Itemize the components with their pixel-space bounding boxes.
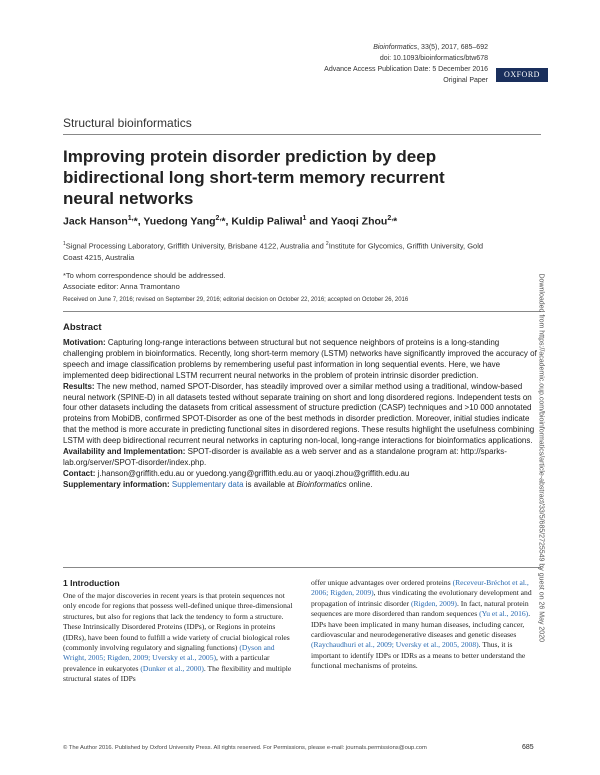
oxford-logo: OXFORD xyxy=(496,68,548,82)
divider xyxy=(63,567,541,568)
received-dates: Received on June 7, 2016; revised on September 29, 2016; editorial decision on October 22, 2016; accepted on October 26, 2016 xyxy=(63,297,409,303)
paper-type: Original Paper xyxy=(443,77,488,84)
doi[interactable]: doi: 10.1093/bioinformatics/btw678 xyxy=(379,55,488,62)
advance-access-date: Advance Access Publication Date: 5 December 2016 xyxy=(324,66,488,73)
citation-link[interactable]: (Dyson and Wright, 2005; Rigden, 2009; Uversky et al., 2005) xyxy=(63,643,275,663)
page-number: 685 xyxy=(522,744,534,751)
intro-column-right: offer unique advantages over ordered proteins (Receveur-Bréchot et al., 2006; Rigden, 2009), thus vindicating the evolutionary development and propagation of intrinsic disorder (Rigden, 2009). In fact, natural protein sequences are more disordered than random sequences (Yu et al., 2016). IDPs have been implicated in many human diseases, including cancer, cardiovascular and neurodegenerative diseases and genetic diseases (Raychaudhuri et al., 2009; Uversky et al., 2005, 2008). Thus, it is important to identify IDPs or IDRs as a means to better understand the functional mechanisms of proteins. xyxy=(311,578,532,671)
intro-column-left: One of the major discoveries in recent years is that protein sequences not only encode for regions that possess well-defined unique three-dimensional structures, but also for regions that lack the tendency to form a structure. These Intrinsically Disordered Proteins (IDPs), or Regions in proteins (IDRs), have been found to fulfill a wide variety of crucial biological roles (commonly involving regulatory and signaling functions) (Dyson and Wright, 2005; Rigden, 2009; Uversky et al., 2005), with a particular prevalence in eukaryotes (Dunker et al., 2000). The flexibility and multiple structural states of IDPs xyxy=(63,591,293,684)
abstract-availability: Availability and Implementation: SPOT-disorder is available as a web server and as a standalone program at: http://sparks-lab.org/server/SPOT-disorder/index.php. xyxy=(63,447,507,467)
author-name: Yaoqi Zhou xyxy=(330,215,388,228)
download-watermark: Downloaded from https://academic.oup.com/bioinformatics/article-abstract/33/5/685/2725549 by guest on 26 May 2020 xyxy=(537,273,545,642)
correspondence-note: *To whom correspondence should be addressed. xyxy=(63,271,226,280)
abstract-body xyxy=(63,338,541,491)
divider xyxy=(63,134,541,135)
affiliations: $^1$Signal Processing Laboratory, Griffith University, Brisbane 4122, Australia and $^2$Institute for Glycomics, Griffith University, Gold Coast 4215, Australia xyxy=(63,241,484,262)
abstract-heading: Abstract xyxy=(63,322,102,333)
correspondence xyxy=(63,270,493,292)
abstract-results: Results: The new method, named SPOT-Disorder, has steadily improved over a similar method using a traditional, window-based neural network (SPINE-D) in all datasets tested without separate training on short and long disordered regions. Independent tests on four other datasets including the datasets from critical assessment of structure prediction (CASP) techniques and >10 000 annotated proteins from MobiDB, confirmed SPOT-Disorder as one of the best methods in disorder prediction. Moreover, initial studies indicate that the method is more accurate in predicting functional sites in disordered regions. These results highlight the usefulness combining LSTM with deep bidirectional recurrent neural networks in capturing non-local, long-range interactions for bioinformatics applications. xyxy=(63,381,535,446)
section-heading: 1 Introduction xyxy=(63,578,120,588)
section-label: Structural bioinformatics xyxy=(63,116,192,130)
author-affiliation-sup: 1, xyxy=(127,215,134,222)
author-mark: * xyxy=(393,215,398,228)
abstract-contact: Contact: j.hanson@griffith.edu.au or yuedong.yang@griffith.edu.au or yaoqi.zhou@griffith.edu.au xyxy=(63,468,410,478)
volume-info: , 33(5), 2017, 685–692 xyxy=(417,44,488,51)
author-name: Yuedong Yang xyxy=(143,215,216,228)
citation-link[interactable]: (Raychaudhuri et al., 2009; Uversky et al., 2005, 2008) xyxy=(311,640,479,650)
author-mark: * xyxy=(133,215,138,228)
author-affiliation-sup: 2, xyxy=(215,215,222,222)
author-name: Jack Hanson xyxy=(63,215,128,228)
divider xyxy=(63,311,541,312)
abstract-motivation: Motivation: Capturing long-range interactions between structural but not sequence neighbors of proteins is a long-standing challenging problem in bioinformatics. Recently, long short-term memory (LSTM) networks have significantly improved the accuracy of speech and image classification problems by remembering useful past information in long sequential events. Here, we have implemented deep bidirectional LSTM recurrent neural networks in the problem of protein intrinsic disorder prediction. xyxy=(63,338,537,380)
supplementary-data-link[interactable]: Supplementary data xyxy=(169,479,244,489)
author-list: Jack Hanson$^{1,}$*, Yuedong Yang$^{2,}$*, Kuldip Paliwal$^1$ and Yaoqi Zhou$^{2,}$* xyxy=(63,215,398,228)
author-name: Kuldip Paliwal xyxy=(231,215,303,228)
copyright-footer: © The Author 2016. Published by Oxford University Press. All rights reserved. For Permissions, please e-mail: journals.permissions@oup.com xyxy=(63,745,427,751)
author-affiliation-sup: 2, xyxy=(387,215,394,222)
paper-title: Improving protein disorder prediction by deep bidirectional long short-term memory recurrent neural networks xyxy=(63,147,445,208)
citation-link[interactable]: (Dunker et al., 2000) xyxy=(140,663,204,673)
citation-link[interactable]: (Receveur-Bréchot et al., 2006; Rigden, 2009) xyxy=(311,578,529,598)
citation-link[interactable]: (Yu et al., 2016) xyxy=(479,609,529,619)
author-mark: * xyxy=(221,215,226,228)
journal-name: Bioinformatics xyxy=(373,44,418,51)
abstract-supplementary: Supplementary information: Supplementary data is available at Bioinformatics online. xyxy=(63,479,373,489)
author-affiliation-sup: 1 xyxy=(302,215,307,222)
associate-editor: Associate editor: Anna Tramontano xyxy=(63,282,180,291)
journal-meta xyxy=(228,42,488,86)
citation-link[interactable]: (Rigden, 2009) xyxy=(410,598,457,608)
